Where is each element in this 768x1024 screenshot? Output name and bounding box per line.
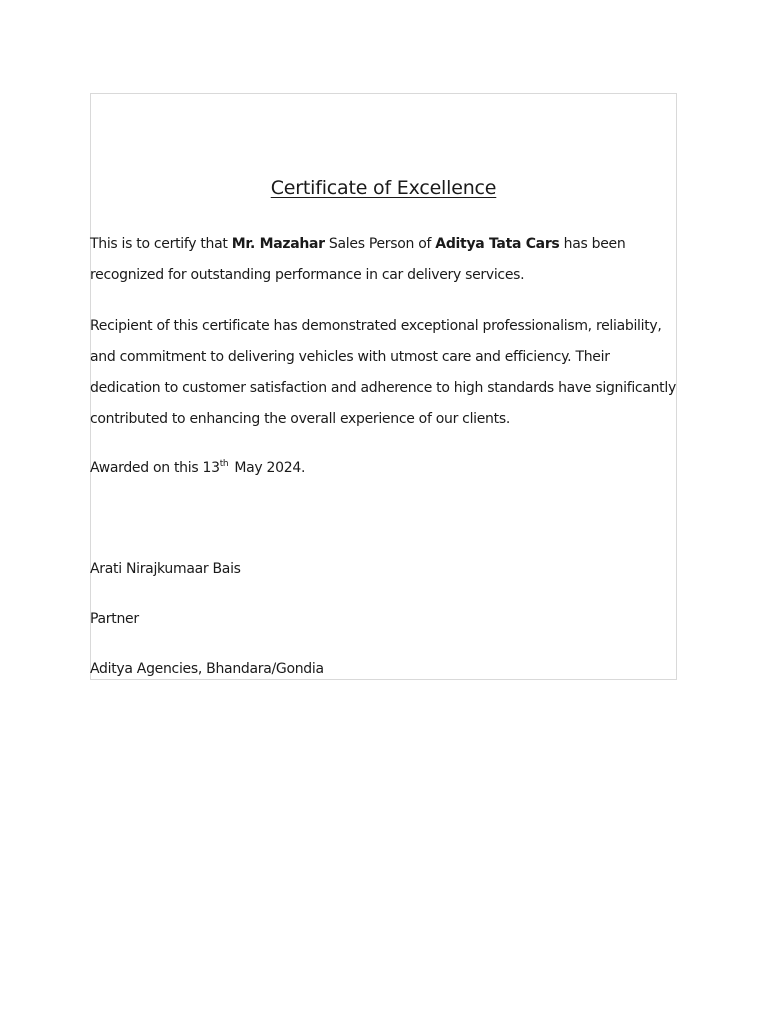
signatory-organization: Aditya Agencies, Bhandara/Gondia xyxy=(90,661,324,677)
recipient-description: Recipient of this certificate has demonstrated exceptional professionalism, reliability, and commitment to delivering vehicles with utmost care and efficiency. Their dedication to customer satisfaction and adherence to high standards have significantly contributed to enhancing the overall experience of our clients. xyxy=(90,318,676,427)
certification-paragraph xyxy=(90,229,680,291)
company-name: Aditya Tata Cars xyxy=(435,236,560,252)
signatory-title: Partner xyxy=(90,611,139,627)
certify-intro: This is to certify that xyxy=(90,236,232,252)
award-date xyxy=(90,453,680,484)
certificate-title: Certificate of Excellence xyxy=(270,177,497,199)
award-date-ordinal: th xyxy=(219,459,229,469)
recognition-text: has been recognized for outstanding performance in car delivery services. xyxy=(90,236,626,283)
award-date-prefix: Awarded on this 13 xyxy=(90,460,220,476)
role-text: Sales Person of xyxy=(324,236,436,252)
signatory-name: Arati Nirajkumaar Bais xyxy=(90,561,241,577)
award-date-month-year: May 2024. xyxy=(234,460,306,476)
recipient-name: Mr. Mazahar xyxy=(231,236,325,252)
